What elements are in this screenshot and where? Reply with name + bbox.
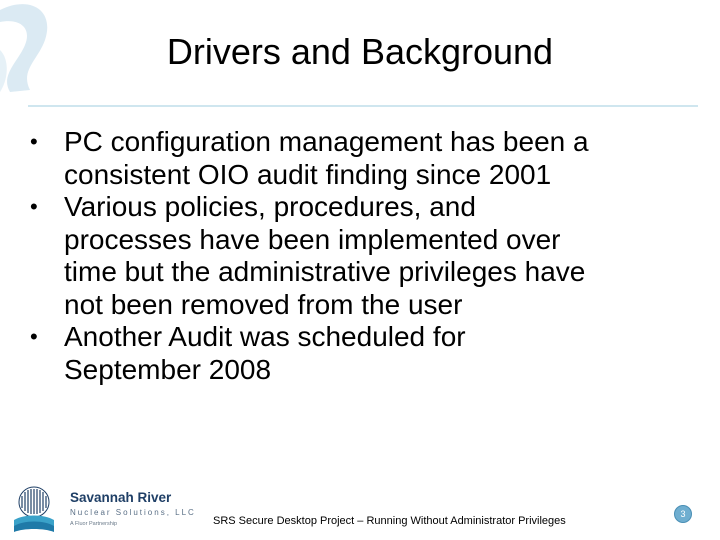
bullet-line: September 2008 xyxy=(64,353,272,385)
title-divider xyxy=(28,105,698,107)
bullet-line: time but the administrative privileges have xyxy=(64,256,586,287)
bullet-line: Another Audit was scheduled for xyxy=(64,321,466,352)
company-logo-icon xyxy=(10,486,64,534)
logo-name: Savannah River xyxy=(70,490,172,505)
page-number-badge: 3 xyxy=(674,505,692,523)
logo-subtitle: Nuclear Solutions, LLC xyxy=(70,508,196,517)
bullet-line: Various policies, procedures, and xyxy=(64,191,476,222)
bullet-line: consistent OIO audit finding since 2001 xyxy=(64,158,552,190)
bullet-dot-icon: • xyxy=(30,129,38,154)
bullet-list xyxy=(28,126,688,386)
footer-text: SRS Secure Desktop Project – Running Without Administrator Privileges xyxy=(213,515,566,527)
bullet-dot-icon: • xyxy=(30,194,38,219)
bullet-line: processes have been implemented over xyxy=(64,223,561,255)
logo-tagline: A Fluor Partnership xyxy=(70,521,118,527)
bullet-item xyxy=(28,126,688,191)
bullet-line: not been removed from the user xyxy=(64,288,463,320)
bullet-item xyxy=(28,191,688,321)
bullet-line: PC configuration management has been a xyxy=(64,126,589,157)
slide-title: Drivers and Background xyxy=(166,31,554,72)
bullet-dot-icon: • xyxy=(30,324,38,349)
company-logo xyxy=(10,486,196,536)
bullet-item xyxy=(28,321,688,386)
